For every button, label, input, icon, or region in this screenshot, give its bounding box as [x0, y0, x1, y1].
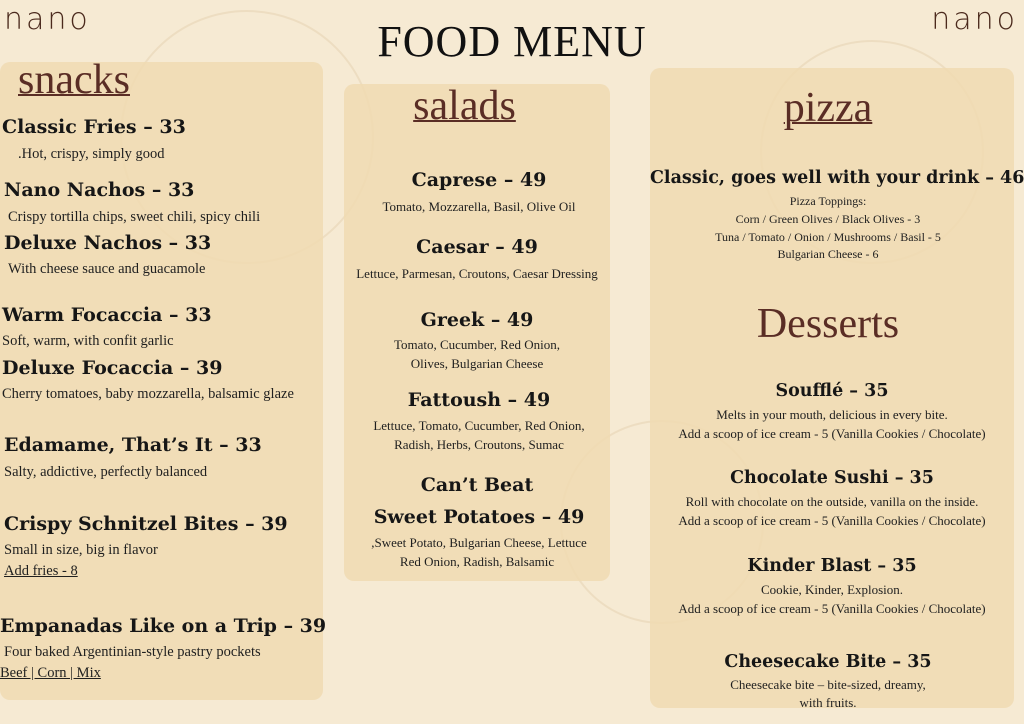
menu-item-desc: Add a scoop of ice cream - 5 (Vanilla Cookies / Chocolate) — [678, 513, 986, 528]
menu-item-desc: Add a scoop of ice cream - 5 (Vanilla Cookies / Chocolate) — [678, 601, 986, 616]
menu-item-name: Kinder Blast – 35 — [747, 556, 917, 576]
topping-line: Tuna / Tomato / Onion / Mushrooms / Basil - 5 — [715, 230, 941, 244]
section-title-pizza: pizza — [783, 85, 873, 131]
page-title: FOOD MENU — [377, 17, 647, 66]
menu-item-desc: Small in size, big in flavor — [4, 542, 158, 558]
menu-item-name: Nano Nachos – 33 — [4, 179, 195, 201]
salads-panel — [344, 84, 610, 581]
menu-item-desc: Soft, warm, with confit garlic — [2, 333, 174, 349]
menu-item-desc: Tomato, Mozzarella, Basil, Olive Oil — [382, 199, 576, 214]
menu-item-desc: Roll with chocolate on the outside, vanilla on the inside. — [685, 494, 979, 509]
menu-item-desc: Cheesecake bite – bite-sized, dreamy, — [730, 677, 926, 692]
menu-item-desc: Tomato, Cucumber, Red Onion, — [393, 337, 561, 352]
menu-item-name: Cheesecake Bite – 35 — [724, 652, 932, 672]
menu-item-desc: Melts in your mouth, delicious in every bite. — [716, 407, 948, 422]
filling-options: Beef | Corn | Mix — [0, 665, 101, 681]
menu-item-desc: Lettuce, Parmesan, Croutons, Caesar Dressing — [356, 266, 598, 281]
section-title-salads: salads — [413, 83, 516, 129]
menu-item-desc: ,Sweet Potato, Bulgarian Cheese, Lettuce — [371, 535, 587, 550]
menu-item-desc: Crispy tortilla chips, sweet chili, spicy chili — [8, 209, 261, 225]
menu-item-desc: Add a scoop of ice cream - 5 (Vanilla Cookies / Chocolate) — [678, 426, 986, 441]
snacks-panel — [0, 57, 327, 700]
menu-item-desc: Cherry tomatoes, baby mozzarella, balsamic glaze — [2, 386, 294, 402]
menu-item-desc: With cheese sauce and guacamole — [8, 261, 206, 277]
topping-line: Corn / Green Olives / Black Olives - 3 — [735, 212, 921, 226]
menu-item-name: Deluxe Focaccia – 39 — [2, 357, 223, 379]
menu-item-name: Crispy Schnitzel Bites – 39 — [4, 513, 288, 535]
menu-item-name: Deluxe Nachos – 33 — [4, 232, 212, 254]
menu-item-name: Caesar – 49 — [416, 236, 538, 258]
menu-item-desc: Radish, Herbs, Croutons, Sumac — [394, 437, 564, 452]
topping-line: Bulgarian Cheese - 6 — [777, 247, 879, 261]
menu-item-name: Caprese – 49 — [411, 169, 547, 191]
menu-item-desc: Olives, Bulgarian Cheese — [410, 356, 544, 371]
menu-item-name: Empanadas Like on a Trip – 39 — [0, 615, 327, 637]
menu-item-name: Can’t Beat — [420, 474, 534, 496]
brand-logo-right: nano — [931, 2, 1018, 37]
menu-item-name: Greek – 49 — [420, 309, 534, 331]
section-title-snacks: snacks — [18, 57, 130, 103]
menu-item-name: Edamame, That’s It – 33 — [4, 434, 262, 456]
menu-item-name: Classic Fries – 33 — [2, 116, 186, 138]
add-fries-option: Add fries - 8 — [4, 563, 78, 579]
menu-item-name: Fattoush – 49 — [407, 389, 551, 411]
menu-item-name: Chocolate Sushi – 35 — [730, 468, 934, 488]
menu-item-desc: Lettuce, Tomato, Cucumber, Red Onion, — [373, 418, 585, 433]
menu-item-desc: Four baked Argentinian-style pastry pockets — [4, 644, 261, 660]
menu-item-desc: with fruits. — [799, 695, 857, 710]
menu-item-desc: Red Onion, Radish, Balsamic — [399, 554, 555, 569]
menu-item-desc: Cookie, Kinder, Explosion. — [760, 582, 904, 597]
menu-item-name: Warm Focaccia – 33 — [2, 304, 212, 326]
menu-item-desc: .Hot, crispy, simply good — [18, 146, 165, 162]
menu-item-desc: Salty, addictive, perfectly balanced — [4, 464, 208, 480]
brand-logo-left: nano — [4, 2, 91, 37]
section-title-desserts: Desserts — [756, 301, 900, 347]
pizza-desserts-panel — [650, 68, 1024, 710]
menu-item-name: Sweet Potatoes – 49 — [373, 506, 585, 528]
toppings-label: Pizza Toppings: — [789, 194, 867, 208]
menu-item-name: Soufflé – 35 — [775, 381, 889, 401]
menu-item-name: Classic, goes well with your drink – 46 — [650, 168, 1024, 188]
